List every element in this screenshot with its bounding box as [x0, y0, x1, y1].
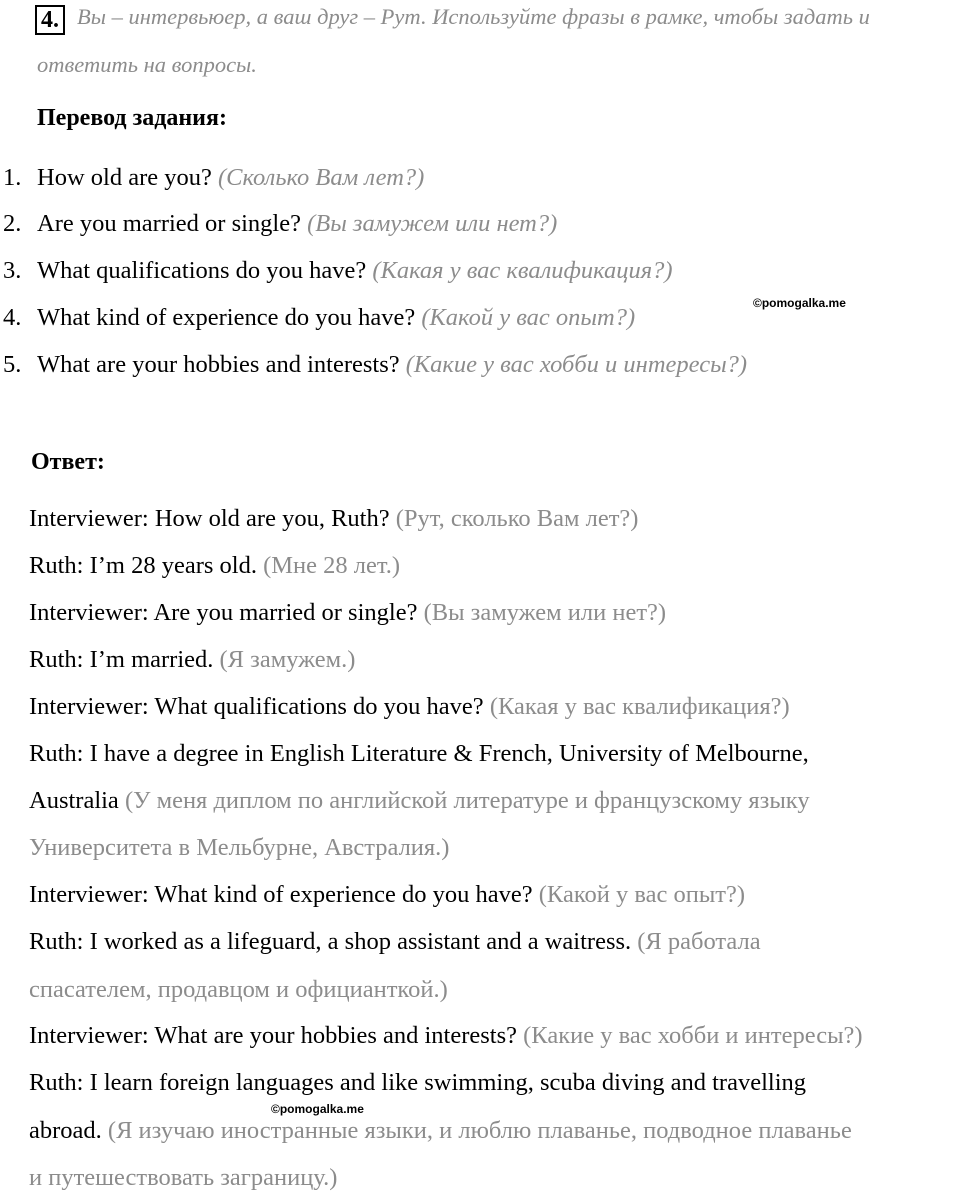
dialogue-line	[29, 1164, 337, 1192]
dialogue-ru: спасателем, продавцом и официанткой.)	[29, 976, 448, 1003]
task-number-box: 4.	[35, 5, 65, 35]
question-en: What qualifications do you have?	[37, 257, 367, 284]
watermark: ©pomogalka.me	[271, 1102, 364, 1116]
watermark: ©pomogalka.me	[753, 296, 846, 310]
dialogue-line	[29, 646, 355, 674]
list-item-number: 1.	[3, 164, 22, 191]
question-en: Are you married or single?	[37, 210, 301, 237]
dialogue-en: abroad.	[29, 1117, 102, 1144]
dialogue-line	[29, 928, 761, 956]
task-instruction-line1: Вы – интервьюер, а ваш друг – Рут. Используйте фразы в рамке, чтобы задать и	[77, 4, 870, 29]
dialogue-line	[29, 1117, 852, 1145]
dialogue-en: Ruth: I worked as a lifeguard, a shop assistant and a waitress.	[29, 928, 632, 955]
dialogue-ru: (Я изучаю иностранные языки, и люблю плаванье, подводное плаванье	[107, 1117, 852, 1144]
list-item	[0, 257, 673, 285]
task-instruction-line2: ответить на вопросы.	[37, 52, 257, 77]
answer-heading: Ответ:	[31, 449, 105, 475]
dialogue-en: Interviewer: What kind of experience do you have?	[29, 881, 533, 908]
dialogue-line	[29, 881, 745, 909]
dialogue-ru: Университета в Мельбурне, Австралия.)	[29, 834, 450, 861]
dialogue-ru: (Рут, сколько Вам лет?)	[395, 505, 639, 532]
question-ru: (Вы замужем или нет?)	[307, 210, 558, 237]
list-item	[0, 351, 747, 379]
dialogue-en: Interviewer: What are your hobbies and interests?	[29, 1022, 518, 1049]
question-ru: (Какая у вас квалификация?)	[372, 257, 673, 284]
list-item-number: 3.	[3, 257, 22, 284]
question-en: What kind of experience do you have?	[37, 304, 416, 331]
dialogue-line	[29, 834, 449, 862]
dialogue-ru: (У меня диплом по английской литературе и французскому языку	[124, 787, 810, 814]
list-item	[0, 210, 557, 238]
dialogue-en: Interviewer: What qualifications do you have?	[29, 693, 484, 720]
dialogue-ru: (Какой у вас опыт?)	[538, 881, 746, 908]
dialogue-line	[29, 740, 809, 768]
question-ru: (Какие у вас хобби и интересы?)	[405, 351, 748, 378]
list-item	[0, 304, 635, 332]
dialogue-ru: (Я замужем.)	[219, 646, 356, 673]
dialogue-en: Interviewer: Are you married or single?	[29, 599, 418, 626]
dialogue-line	[29, 976, 448, 1004]
dialogue-ru: (Какая у вас квалификация?)	[489, 693, 790, 720]
question-en: How old are you?	[37, 164, 212, 191]
dialogue-en: Ruth: I have a degree in English Literature & French, University of Melbourne,	[29, 740, 809, 767]
dialogue-line	[29, 1069, 806, 1097]
dialogue-line	[29, 505, 638, 533]
list-item	[0, 164, 424, 192]
dialogue-ru: (Я работала	[637, 928, 761, 955]
dialogue-ru: и путешествовать заграницу.)	[29, 1164, 338, 1191]
dialogue-ru: (Мне 28 лет.)	[263, 552, 401, 579]
dialogue-en: Ruth: I learn foreign languages and like swimming, scuba diving and travelling	[29, 1069, 807, 1096]
list-item-number: 4.	[3, 304, 22, 331]
question-en: What are your hobbies and interests?	[37, 351, 400, 378]
translation-heading: Перевод задания:	[37, 105, 227, 131]
dialogue-line	[29, 787, 810, 815]
dialogue-en: Interviewer: How old are you, Ruth?	[29, 505, 390, 532]
dialogue-line	[29, 693, 790, 721]
dialogue-en: Ruth: I’m 28 years old.	[29, 552, 257, 579]
dialogue-en: Ruth: I’m married.	[29, 646, 214, 673]
list-item-number: 2.	[3, 210, 22, 237]
question-ru: (Сколько Вам лет?)	[217, 164, 425, 191]
dialogue-ru: (Какие у вас хобби и интересы?)	[523, 1022, 863, 1049]
dialogue-line	[29, 552, 400, 580]
dialogue-line	[29, 1022, 863, 1050]
question-ru: (Какой у вас опыт?)	[421, 304, 636, 331]
dialogue-line	[29, 599, 666, 627]
dialogue-ru: (Вы замужем или нет?)	[423, 599, 667, 626]
list-item-number: 5.	[3, 351, 22, 378]
dialogue-en: Australia	[29, 787, 119, 814]
